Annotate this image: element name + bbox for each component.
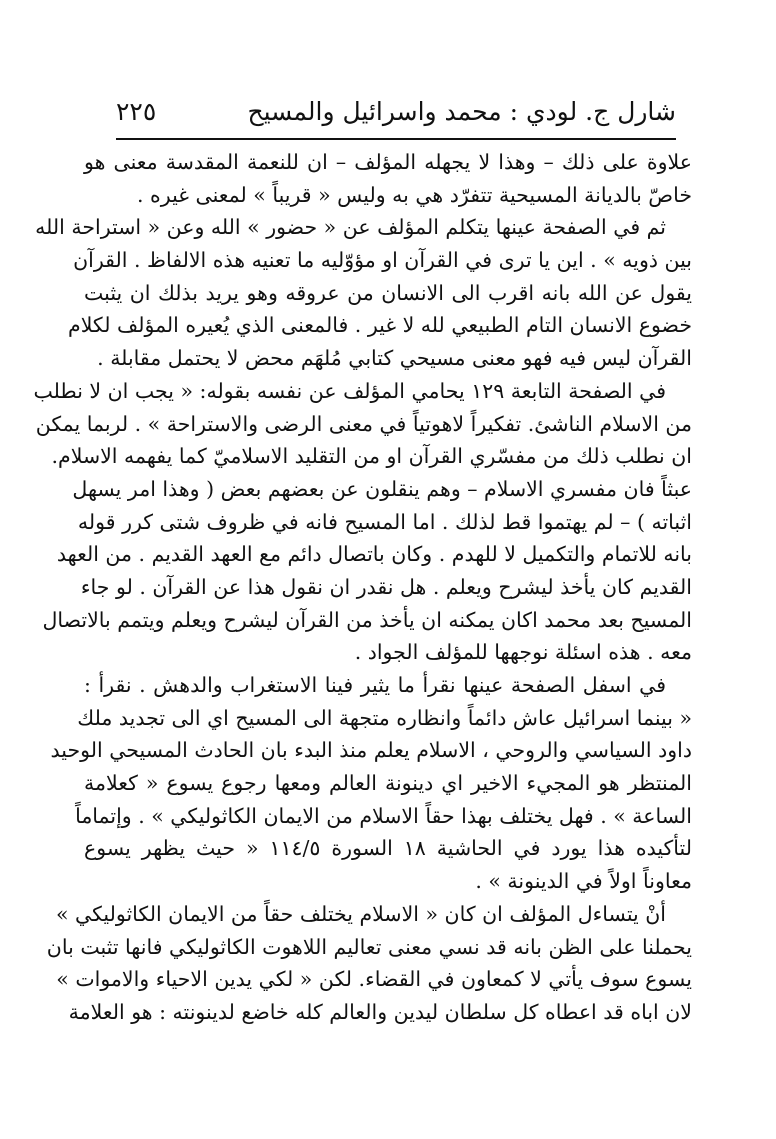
text-line: علاوة على ذلك – وهذا لا يجهله المؤلف – ان للنعمة المقدسة معنى هو [84, 150, 692, 174]
text-line: ثم في الصفحة عينها يتكلم المؤلف عن « حضور » الله وعن « استراحة الله [35, 215, 666, 240]
text-line: يحملنا على الظن بانه قد نسي معنى تعاليم اللاهوت الكاثوليكي فانها تثبت بان [46, 934, 692, 959]
text-line: القرآن ليس فيه فهو معنى مسيحي كتابي مُلهَم محض لا يحتمل مقابلة . [97, 346, 692, 371]
text-line: داود السياسي والروحي ، الاسلام يعلم منذ البدء بان الحادث المسيحي الوحيد [50, 738, 692, 763]
text-line: اثباته ) – لم يهتموا قط لذلك . اما المسيح فانه في ظروف شتى كرر قوله [77, 509, 692, 534]
text-line: في اسفل الصفحة عينها نقرأ ما يثير فينا الاستغراب والدهش . نقرأ : [84, 673, 666, 697]
text-line: ان نطلب ذلك من مفسّري القرآن او من التقليد الاسلاميّ كما يفهمه الاسلام. [51, 444, 692, 469]
text-line: عبثاً فان مفسري الاسلام – وهم ينقلون عن بعضهم بعض ( وهذا امر يسهل [72, 476, 692, 501]
text-line: معه . هذه اسئلة نوجهها للمؤلف الجواد . [354, 640, 692, 665]
text-line: خضوع الانسان التام الطبيعي لله لا غير . فالمعنى الذي يُعيره المؤلف لكلام [68, 313, 692, 338]
text-line: أنْ يتساءل المؤلف ان كان « الاسلام يختلف حقاً من الايمان الكاثوليكي » [55, 901, 666, 926]
text-line: الساعة » . فهل يختلف بهذا حقاً الاسلام من الايمان الكاثوليكي » . وإتماماً [75, 803, 692, 828]
paragraph-1 [84, 146, 692, 211]
text-line: في الصفحة التابعة ١٢٩ يحامي المؤلف عن نفسه بقوله: « يجب ان لا نطلب [33, 378, 666, 403]
text-line: القديم كان يأخذ ليشرح ويعلم . هل نقدر ان نقول هذا عن القرآن . لو جاء [80, 574, 692, 599]
paragraph-5 [46, 898, 692, 1029]
text-line: المنتظر هو المجيء الاخير اي دينونة العالم ومعها رجوع يسوع « كعلامة [84, 771, 692, 796]
text-line: معاوناً اولاً في الدينونة » . [475, 869, 692, 894]
body-text [33, 146, 692, 1029]
header-rule [116, 138, 676, 140]
running-title: شارل ج. لودي : محمد واسرائيل والمسيح [247, 97, 676, 126]
text-line: بانه للاتمام والتكميل لا للهدم . وكان باتصال دائم مع العهد القديم . من العهد [56, 542, 692, 567]
text-line: يقول عن الله بانه اقرب الى الانسان من عروقه وهو يريد بذلك ان يثبت [84, 280, 692, 305]
text-line: لتأكيده هذا يورد في الحاشية ١٨ السورة ١١٤/٥ « حيث يظهر يسوع [84, 836, 692, 861]
text-line: « بينما اسرائيل عاش دائماً وانظاره متجهة الى المسيح اي الى تجديد ملك [77, 705, 692, 730]
text-line: خاصّ بالديانة المسيحية تتفرّد هي به وليس « قريباً » لمعنى غيره . [136, 182, 692, 207]
page-header [116, 92, 676, 132]
paragraph-3 [33, 375, 692, 669]
paragraph-2 [35, 211, 692, 374]
text-line: بين ذويه » . اين يا ترى في القرآن او مؤوّليه ما تعنيه هذه الالفاظ . القرآن [73, 248, 692, 273]
text-line: يسوع سوف يأتي لا كمعاون في القضاء. لكن « لكي يدين الاحياء والاموات » [56, 967, 692, 992]
text-line: لان اباه قد اعطاه كل سلطان ليدين والعالم كله خاضع لدينونته : هو العلامة [68, 999, 692, 1024]
page-number: ٢٢٥ [116, 97, 157, 126]
text-line: من الاسلام الناشئ. تفكيراً لاهوتياً في معنى الرضى والاستراحة » . لربما يمكن [35, 411, 692, 436]
text-line: المسيح بعد محمد اكان يمكنه ان يأخذ من القرآن ليشرح ويعلم ويتمم بالاتصال [42, 607, 692, 632]
paragraph-4 [50, 669, 692, 898]
